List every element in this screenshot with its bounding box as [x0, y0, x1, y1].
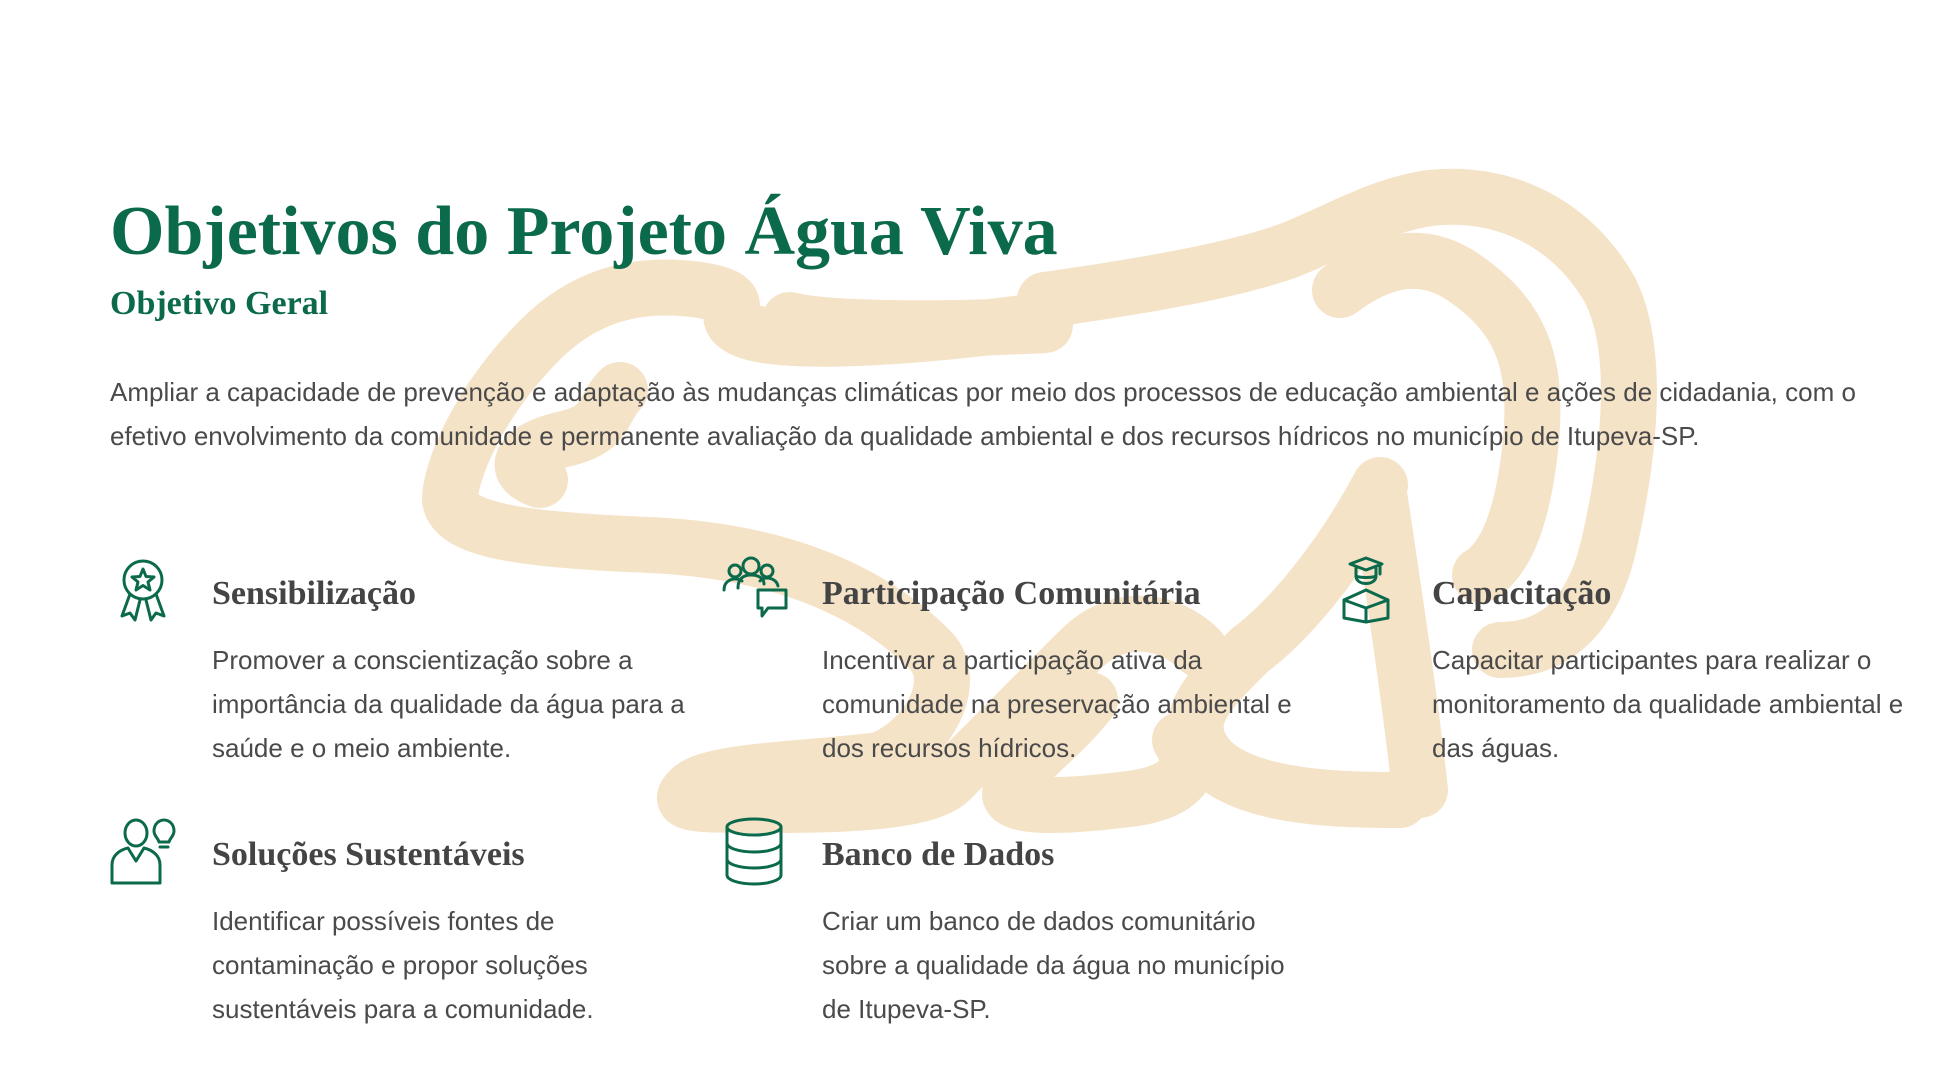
general-objective-text: Ampliar a capacidade de prevenção e adaptação às mudanças climáticas por meio dos processos de educação ambiental e ações de cidadania, com o efetivo envolvimento da comunidade e permanente avaliação da qualidade ambiental e dos recursos hídricos no município de Itupeva-SP. [110, 377, 1856, 451]
objective-title: Soluções Sustentáveis [212, 836, 525, 873]
objective-description: Incentivar a participação ativa da comunidade na preservação ambiental e dos recursos hídricos. [822, 645, 1292, 763]
objective-title: Sensibilização [212, 575, 417, 612]
objective-title: Participação Comunitária [822, 575, 1201, 612]
objective-description: Identificar possíveis fontes de contaminação e propor soluções sustentáveis para a comunidade. [212, 906, 594, 1024]
database-icon [720, 817, 790, 887]
person-idea-icon [110, 817, 180, 887]
graduate-icon [1330, 556, 1400, 626]
objective-title: Banco de Dados [822, 836, 1055, 873]
objective-description: Promover a conscientização sobre a importância da qualidade da água para a saúde e o meio ambiente. [212, 645, 685, 763]
objective-title: Capacitação [1432, 575, 1612, 612]
award-ribbon-icon [110, 556, 180, 626]
page-title: Objetivos do Projeto Água Viva [110, 193, 1058, 270]
objective-description: Criar um banco de dados comunitário sobre a qualidade da água no município de Itupeva-SP. [822, 906, 1285, 1024]
objective-description: Capacitar participantes para realizar o monitoramento da qualidade ambiental e das águas. [1432, 645, 1904, 763]
section-title: Objetivo Geral [110, 285, 329, 322]
community-chat-icon [720, 556, 790, 626]
